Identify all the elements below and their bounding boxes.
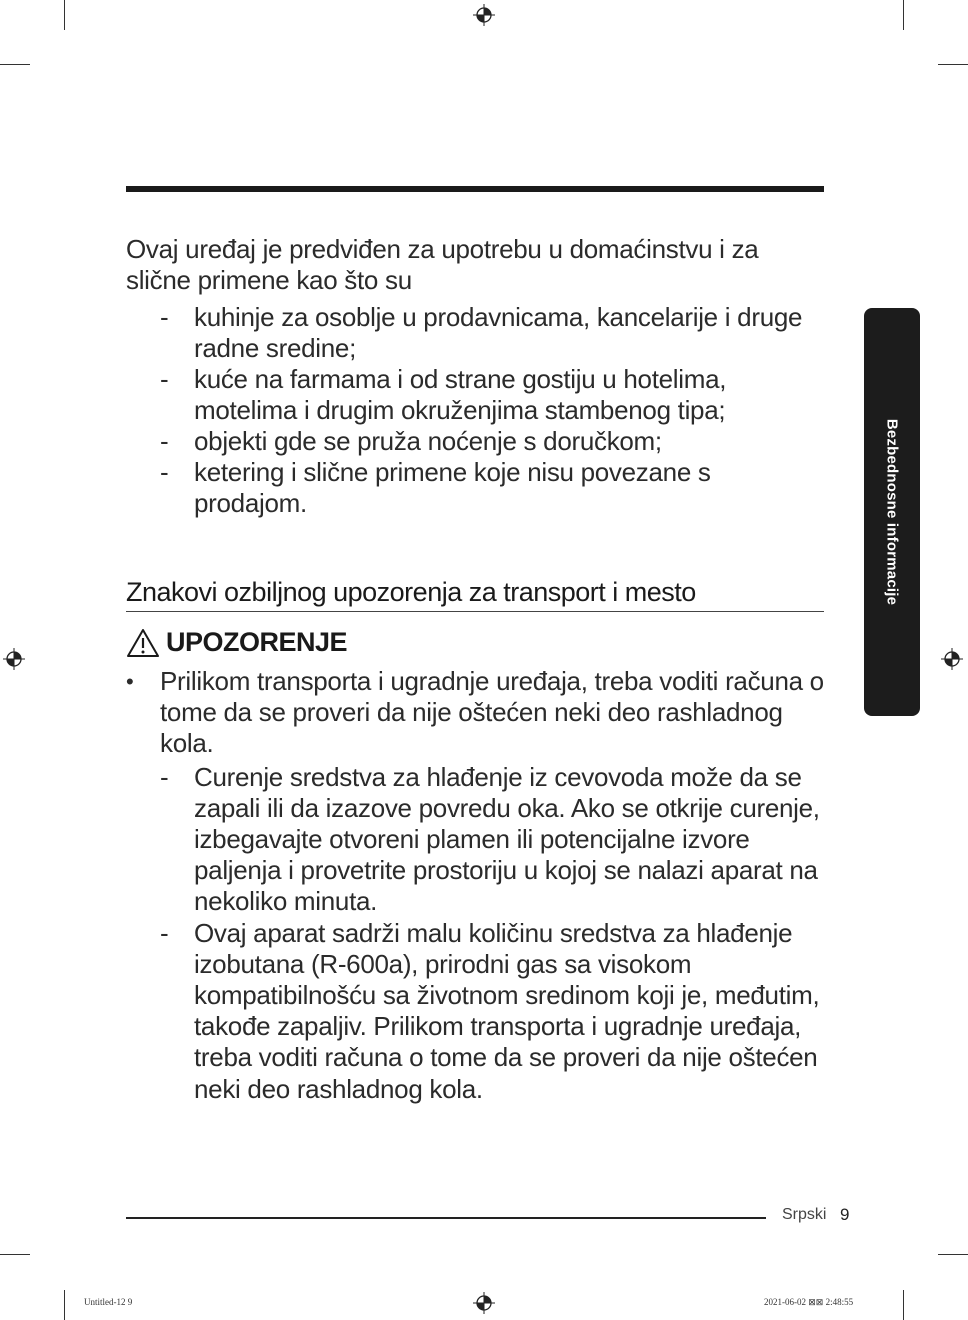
bullet-marker: • [126, 669, 134, 694]
registration-mark-icon [473, 1292, 495, 1314]
footer-rule [126, 1217, 766, 1219]
section-title: Znakovi ozbiljnog upozorenja za transport i mesto [126, 577, 696, 607]
list-item [126, 302, 826, 364]
crop-mark [64, 1290, 65, 1320]
list-item-text: kuhinje za osoblje u prodavnicama, kancelarije i druge radne sredine; [194, 302, 803, 363]
registration-mark-icon [473, 4, 495, 26]
list-item [126, 364, 826, 426]
crop-mark [903, 0, 904, 30]
print-info-right: 2021-06-02 ⊠⊠ 2:48:55 [764, 1297, 854, 1307]
side-tab-label: Bezbednosne informacije [883, 418, 901, 606]
intro-list [126, 302, 826, 519]
section-rule [126, 611, 824, 612]
warning-triangle-icon [126, 628, 160, 658]
list-item [126, 426, 826, 457]
crop-mark [0, 64, 30, 65]
list-item-text: Ovaj aparat sadrži malu količinu sredstva za hlađenje izobutana (R-600a), prirodni gas sa visokom kompatibilnošću sa životnom sredinom koji je, međutim, takođe zapaljiv. Prilikom transporta i ugradnje uređaja, treba voditi računa o tome da se proveri da nije oštećen neki deo rashladnog kola. [194, 917, 820, 1104]
warning-label: UPOZORENJE [166, 627, 348, 657]
list-item [126, 457, 826, 519]
warning-body [126, 666, 826, 1105]
print-info-left: Untitled-12 9 [84, 1297, 133, 1307]
list-item [126, 918, 826, 1105]
dash-marker: - [160, 457, 169, 487]
crop-mark [903, 1290, 904, 1320]
bullet-item [126, 666, 826, 760]
list-item-text: objekti gde se pruža noćenje s doručkom; [194, 426, 662, 456]
dash-marker: - [160, 917, 169, 948]
intro-lead: Ovaj uređaj je predviđen za upotrebu u domaćinstvu i za slične primene kao što su [126, 234, 759, 295]
bullet-text: Prilikom transporta i ugradnje uređaja, treba voditi računa o tome da se proveri da nije oštećen neki deo rashladnog kola. [160, 666, 824, 759]
crop-mark [938, 1254, 968, 1255]
dash-marker: - [160, 302, 169, 332]
side-tab [864, 308, 920, 716]
crop-mark [0, 1254, 30, 1255]
top-rule [126, 186, 824, 192]
dash-marker: - [160, 761, 169, 792]
list-item-text: Curenje sredstva za hlađenje iz cevovoda može da se zapali ili da izazove povredu oka. Ako se otkrije curenje, izbegavajte otvoreni plamen ili potencijalne izvore paljenja i provetrite prostoriju u kojoj se nalazi aparat na nekoliko minuta. [194, 761, 820, 917]
crop-mark [938, 64, 968, 65]
warning-heading [126, 627, 347, 658]
registration-mark-icon [3, 648, 25, 670]
crop-mark [64, 0, 65, 30]
registration-mark-icon [941, 648, 963, 670]
dash-marker: - [160, 364, 169, 394]
page-number: 9 [840, 1205, 850, 1224]
footer-language: Srpski [782, 1206, 827, 1223]
sub-list [126, 762, 826, 1105]
intro-block [126, 234, 826, 519]
list-item [126, 762, 826, 918]
list-item-text: ketering i slične primene koje nisu povezane s prodajom. [194, 457, 711, 518]
list-item-text: kuće na farmama i od strane gostiju u hotelima, motelima i drugim okruženjima stambenog tipa; [194, 364, 727, 425]
dash-marker: - [160, 426, 169, 456]
